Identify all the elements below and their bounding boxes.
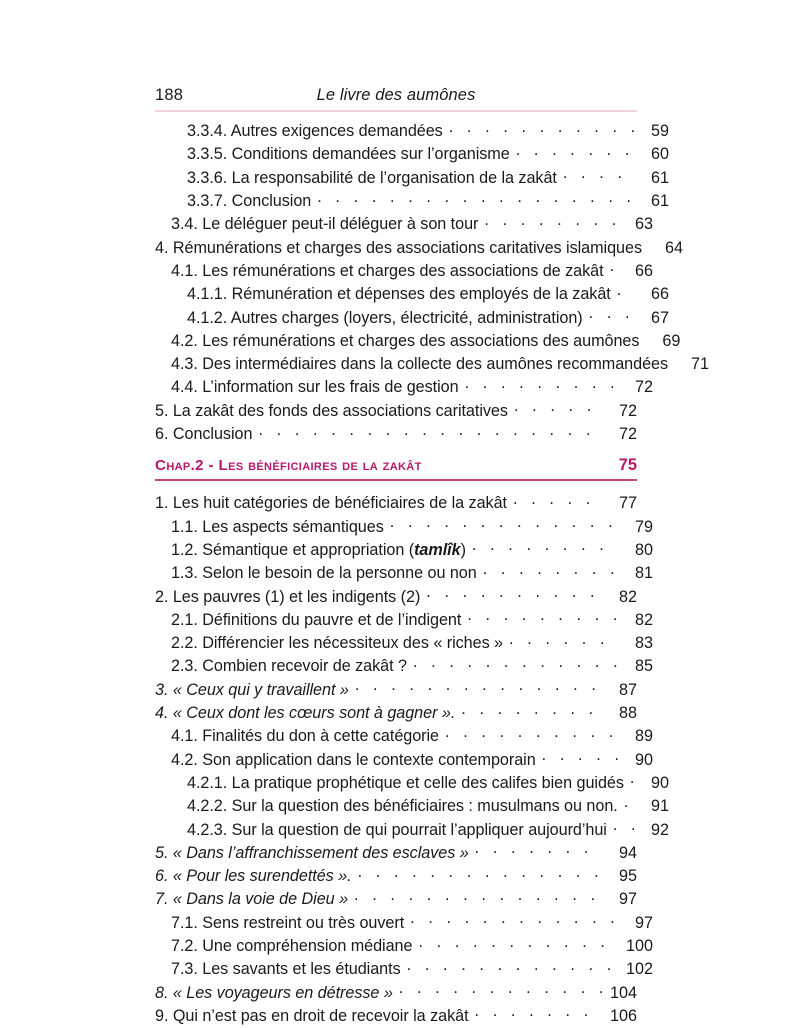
toc-entry-label: 4.2.2. Sur la question des bénéficiaires : musulmans ou non.	[187, 797, 618, 816]
toc-entry-label: 7.1. Sens restreint ou très ouvert	[171, 913, 405, 932]
toc-entry-page-number: 95	[618, 867, 637, 886]
toc-entry-page-number: 102	[625, 960, 653, 979]
toc-leader-dots	[449, 120, 634, 136]
toc-entry-page-number: 63	[634, 215, 653, 234]
toc-entry-label: 4.2.3. Sur la question de qui pourrait l’appliquer aujourd’hui	[187, 820, 607, 839]
toc-leader-dots	[418, 935, 618, 951]
toc-entry-page-number: 77	[618, 494, 637, 513]
toc-entry[interactable]	[155, 865, 637, 888]
toc-entry-page-number: 104	[609, 983, 637, 1002]
toc-entry-page-number: 61	[650, 168, 669, 187]
toc-entry-label: 4.1.1. Rémunération et dépenses des employés de la zakât	[187, 285, 611, 304]
toc-entry-page-number: 82	[618, 587, 637, 606]
toc-entry-label: 1. Les huit catégories de bénéficiaires de la zakât	[155, 494, 507, 513]
toc-entry[interactable]	[155, 958, 653, 981]
toc-entry-page-number: 88	[618, 704, 637, 723]
toc-entry[interactable]	[155, 515, 653, 538]
toc-entry[interactable]	[155, 283, 669, 306]
toc-entry[interactable]	[155, 376, 653, 399]
toc-leader-dots	[407, 958, 618, 974]
toc-entry-page-number: 100	[625, 936, 653, 955]
toc-entry-label: 4.1.2. Autres charges (loyers, électricité, administration)	[187, 308, 583, 327]
chapter-heading-title: Chap.2 - Les bénéficiaires de la zakât	[155, 457, 422, 475]
toc-leader-dots	[542, 748, 618, 764]
toc-entry-page-number: 106	[609, 1006, 637, 1025]
toc-entry[interactable]	[155, 400, 637, 423]
toc-entry-label: 6. Conclusion	[155, 425, 253, 444]
toc-leader-dots	[617, 283, 634, 299]
toc-entry-label: 3.3.7. Conclusion	[187, 192, 312, 211]
toc-entry[interactable]	[155, 725, 653, 748]
toc-leader-dots	[472, 539, 618, 555]
toc-leader-dots	[613, 818, 634, 834]
toc-entry[interactable]	[155, 772, 669, 795]
toc-entry-label: 4.1. Finalités du don à cette catégorie	[171, 727, 440, 746]
toc-leader-dots	[484, 213, 618, 229]
toc-leader-dots	[445, 725, 618, 741]
toc-entry-label: 4.2. Les rémunérations et charges des associations des aumônes	[171, 331, 640, 350]
toc-entry-page-number: 82	[634, 610, 653, 629]
book-title: Le livre des aumônes	[316, 86, 476, 104]
toc-entry-label: 4.2. Son application dans le contexte contemporain	[171, 750, 536, 769]
toc-entry[interactable]	[155, 818, 669, 841]
toc-entry-label: 4. « Ceux dont les cœurs sont à gagner ».	[155, 704, 456, 723]
toc-entry[interactable]	[155, 1005, 637, 1028]
toc-entry-page-number: 69	[662, 331, 681, 350]
toc-entry[interactable]	[155, 236, 684, 259]
chapter-heading-page: 75	[618, 456, 637, 475]
toc-leader-dots	[624, 795, 634, 811]
toc-entry[interactable]	[155, 539, 653, 562]
toc-entry-label: 2. Les pauvres (1) et les indigents (2)	[155, 587, 421, 606]
toc-entry-label: 3. « Ceux qui y travaillent »	[155, 680, 349, 699]
header-divider-rule	[155, 110, 637, 112]
toc-entry-label: 8. « Les voyageurs en détresse »	[155, 983, 393, 1002]
toc-entry-page-number: 97	[634, 913, 653, 932]
toc-leader-dots	[563, 167, 634, 183]
toc-entry[interactable]	[155, 143, 669, 166]
toc-leader-dots	[390, 515, 618, 531]
toc-leader-dots	[399, 981, 602, 997]
toc-entry[interactable]	[155, 702, 637, 725]
toc-entry[interactable]	[155, 562, 653, 585]
toc-entry-page-number: 60	[650, 145, 669, 164]
toc-entry-page-number: 79	[634, 517, 653, 536]
toc-entry-label: 2.3. Combien recevoir de zakât ?	[171, 657, 407, 676]
toc-entry-page-number: 72	[634, 378, 653, 397]
toc-entry-label: 1.2. Sémantique et appropriation (tamlîk)	[171, 540, 466, 559]
toc-entry[interactable]	[155, 306, 669, 329]
toc-entry[interactable]	[155, 679, 637, 702]
toc-leader-dots	[467, 609, 618, 625]
toc-entry[interactable]	[155, 748, 653, 771]
toc-entry-label: 9. Qui n’est pas en droit de recevoir la zakât	[155, 1006, 469, 1025]
toc-entry[interactable]	[155, 888, 637, 911]
toc-leader-dots	[355, 679, 602, 695]
toc-leader-dots	[483, 562, 618, 578]
toc-entry-label: 2.1. Définitions du pauvre et de l’indigent	[171, 610, 462, 629]
toc-entry-label: 7.3. Les savants et les étudiants	[171, 960, 401, 979]
toc-entry[interactable]	[155, 423, 637, 446]
toc-leader-dots	[413, 655, 618, 671]
page-folio-number: 188	[155, 86, 184, 104]
toc-entry[interactable]	[155, 655, 653, 678]
toc-leader-dots	[461, 702, 602, 718]
toc-entry-page-number: 72	[618, 425, 637, 444]
toc-entry-page-number: 67	[650, 308, 669, 327]
toc-entry-label: 3.3.5. Conditions demandées sur l’organisme	[187, 145, 510, 164]
toc-leader-dots	[410, 912, 618, 928]
toc-entry[interactable]	[155, 330, 681, 353]
toc-entry-label: 3.4. Le déléguer peut-il déléguer à son tour	[171, 215, 479, 234]
running-header	[155, 84, 637, 110]
toc-entry-label: 1.1. Les aspects sémantiques	[171, 517, 384, 536]
toc-entry-page-number: 97	[618, 890, 637, 909]
toc-entry[interactable]	[155, 632, 653, 655]
table-of-contents	[0, 120, 791, 1028]
toc-entry[interactable]	[155, 935, 653, 958]
toc-entry[interactable]	[155, 795, 669, 818]
toc-entry-label: 3.3.6. La responsabilité de l’organisation de la zakât	[187, 168, 557, 187]
toc-entry-page-number: 66	[634, 261, 653, 280]
toc-entry-label: 3.3.4. Autres exigences demandées	[187, 122, 443, 141]
toc-section-chapter1-continued	[0, 120, 791, 446]
toc-entry-label: 4.4. L’information sur les frais de gestion	[171, 378, 459, 397]
toc-entry-page-number: 90	[634, 750, 653, 769]
toc-leader-dots	[426, 585, 602, 601]
toc-leader-dots	[465, 376, 618, 392]
toc-leader-dots	[610, 260, 618, 276]
toc-entry[interactable]	[155, 167, 669, 190]
chapter-heading-rule	[155, 479, 637, 481]
toc-leader-dots	[475, 842, 602, 858]
toc-entry-page-number: 89	[634, 727, 653, 746]
toc-entry-page-number: 92	[650, 820, 669, 839]
toc-entry[interactable]	[155, 492, 637, 515]
toc-entry-page-number: 91	[650, 797, 669, 816]
toc-entry-page-number: 59	[650, 122, 669, 141]
toc-entry[interactable]	[155, 190, 669, 213]
toc-entry-label: 4.3. Des intermédiaires dans la collecte des aumônes recommandées	[171, 355, 669, 374]
toc-entry-page-number: 72	[618, 401, 637, 420]
toc-leader-dots	[509, 632, 618, 648]
toc-entry-page-number: 83	[634, 634, 653, 653]
toc-entry-label: 7. « Dans la voie de Dieu »	[155, 890, 349, 909]
toc-entry-label: 2.2. Différencier les nécessiteux des « riches »	[171, 634, 504, 653]
toc-entry-page-number: 90	[650, 773, 669, 792]
toc-entry[interactable]	[155, 213, 653, 236]
toc-entry-label: 5. « Dans l’affranchissement des esclaves »	[155, 843, 469, 862]
toc-entry-page-number: 66	[650, 285, 669, 304]
toc-entry-page-number: 81	[634, 564, 653, 583]
toc-entry-label: 6. « Pour les surendettés ».	[155, 867, 352, 886]
toc-leader-dots	[513, 492, 602, 508]
toc-section-chapter2	[0, 492, 791, 1028]
toc-entry[interactable]	[155, 585, 637, 608]
chapter-heading-row[interactable]	[155, 454, 637, 487]
toc-entry[interactable]	[155, 842, 637, 865]
toc-entry-page-number: 80	[634, 540, 653, 559]
toc-entry[interactable]	[155, 981, 637, 1004]
toc-leader-dots	[258, 423, 602, 439]
toc-entry-label: 4.2.1. La pratique prophétique et celle des califes bien guidés	[187, 773, 624, 792]
toc-leader-dots	[358, 865, 602, 881]
toc-entry-page-number: 87	[618, 680, 637, 699]
toc-entry[interactable]	[155, 609, 653, 632]
toc-leader-dots	[516, 143, 634, 159]
toc-entry-page-number: 71	[691, 355, 710, 374]
toc-leader-dots	[514, 400, 602, 416]
toc-entry-emphasis: tamlîk	[414, 540, 461, 559]
toc-entry-label: 5. La zakât des fonds des associations caritatives	[155, 401, 508, 420]
toc-entry-label: 1.3. Selon le besoin de la personne ou non	[171, 564, 477, 583]
toc-entry-page-number: 64	[665, 238, 684, 257]
toc-leader-dots	[630, 772, 634, 788]
toc-leader-dots	[589, 306, 634, 322]
toc-leader-dots	[475, 1005, 602, 1021]
toc-entry-label: 4.1. Les rémunérations et charges des associations de zakât	[171, 261, 604, 280]
toc-entry-label: 7.2. Une compréhension médiane	[171, 936, 413, 955]
toc-entry[interactable]	[155, 912, 653, 935]
toc-leader-dots	[317, 190, 634, 206]
toc-entry[interactable]	[155, 120, 669, 143]
toc-entry-label: 4. Rémunérations et charges des associations caritatives islamiques	[155, 238, 643, 257]
toc-entry-page-number: 61	[650, 192, 669, 211]
toc-entry-page-number: 94	[618, 843, 637, 862]
toc-entry[interactable]	[155, 353, 710, 376]
toc-leader-dots	[354, 888, 602, 904]
toc-entry[interactable]	[155, 260, 653, 283]
toc-entry-page-number: 85	[634, 657, 653, 676]
